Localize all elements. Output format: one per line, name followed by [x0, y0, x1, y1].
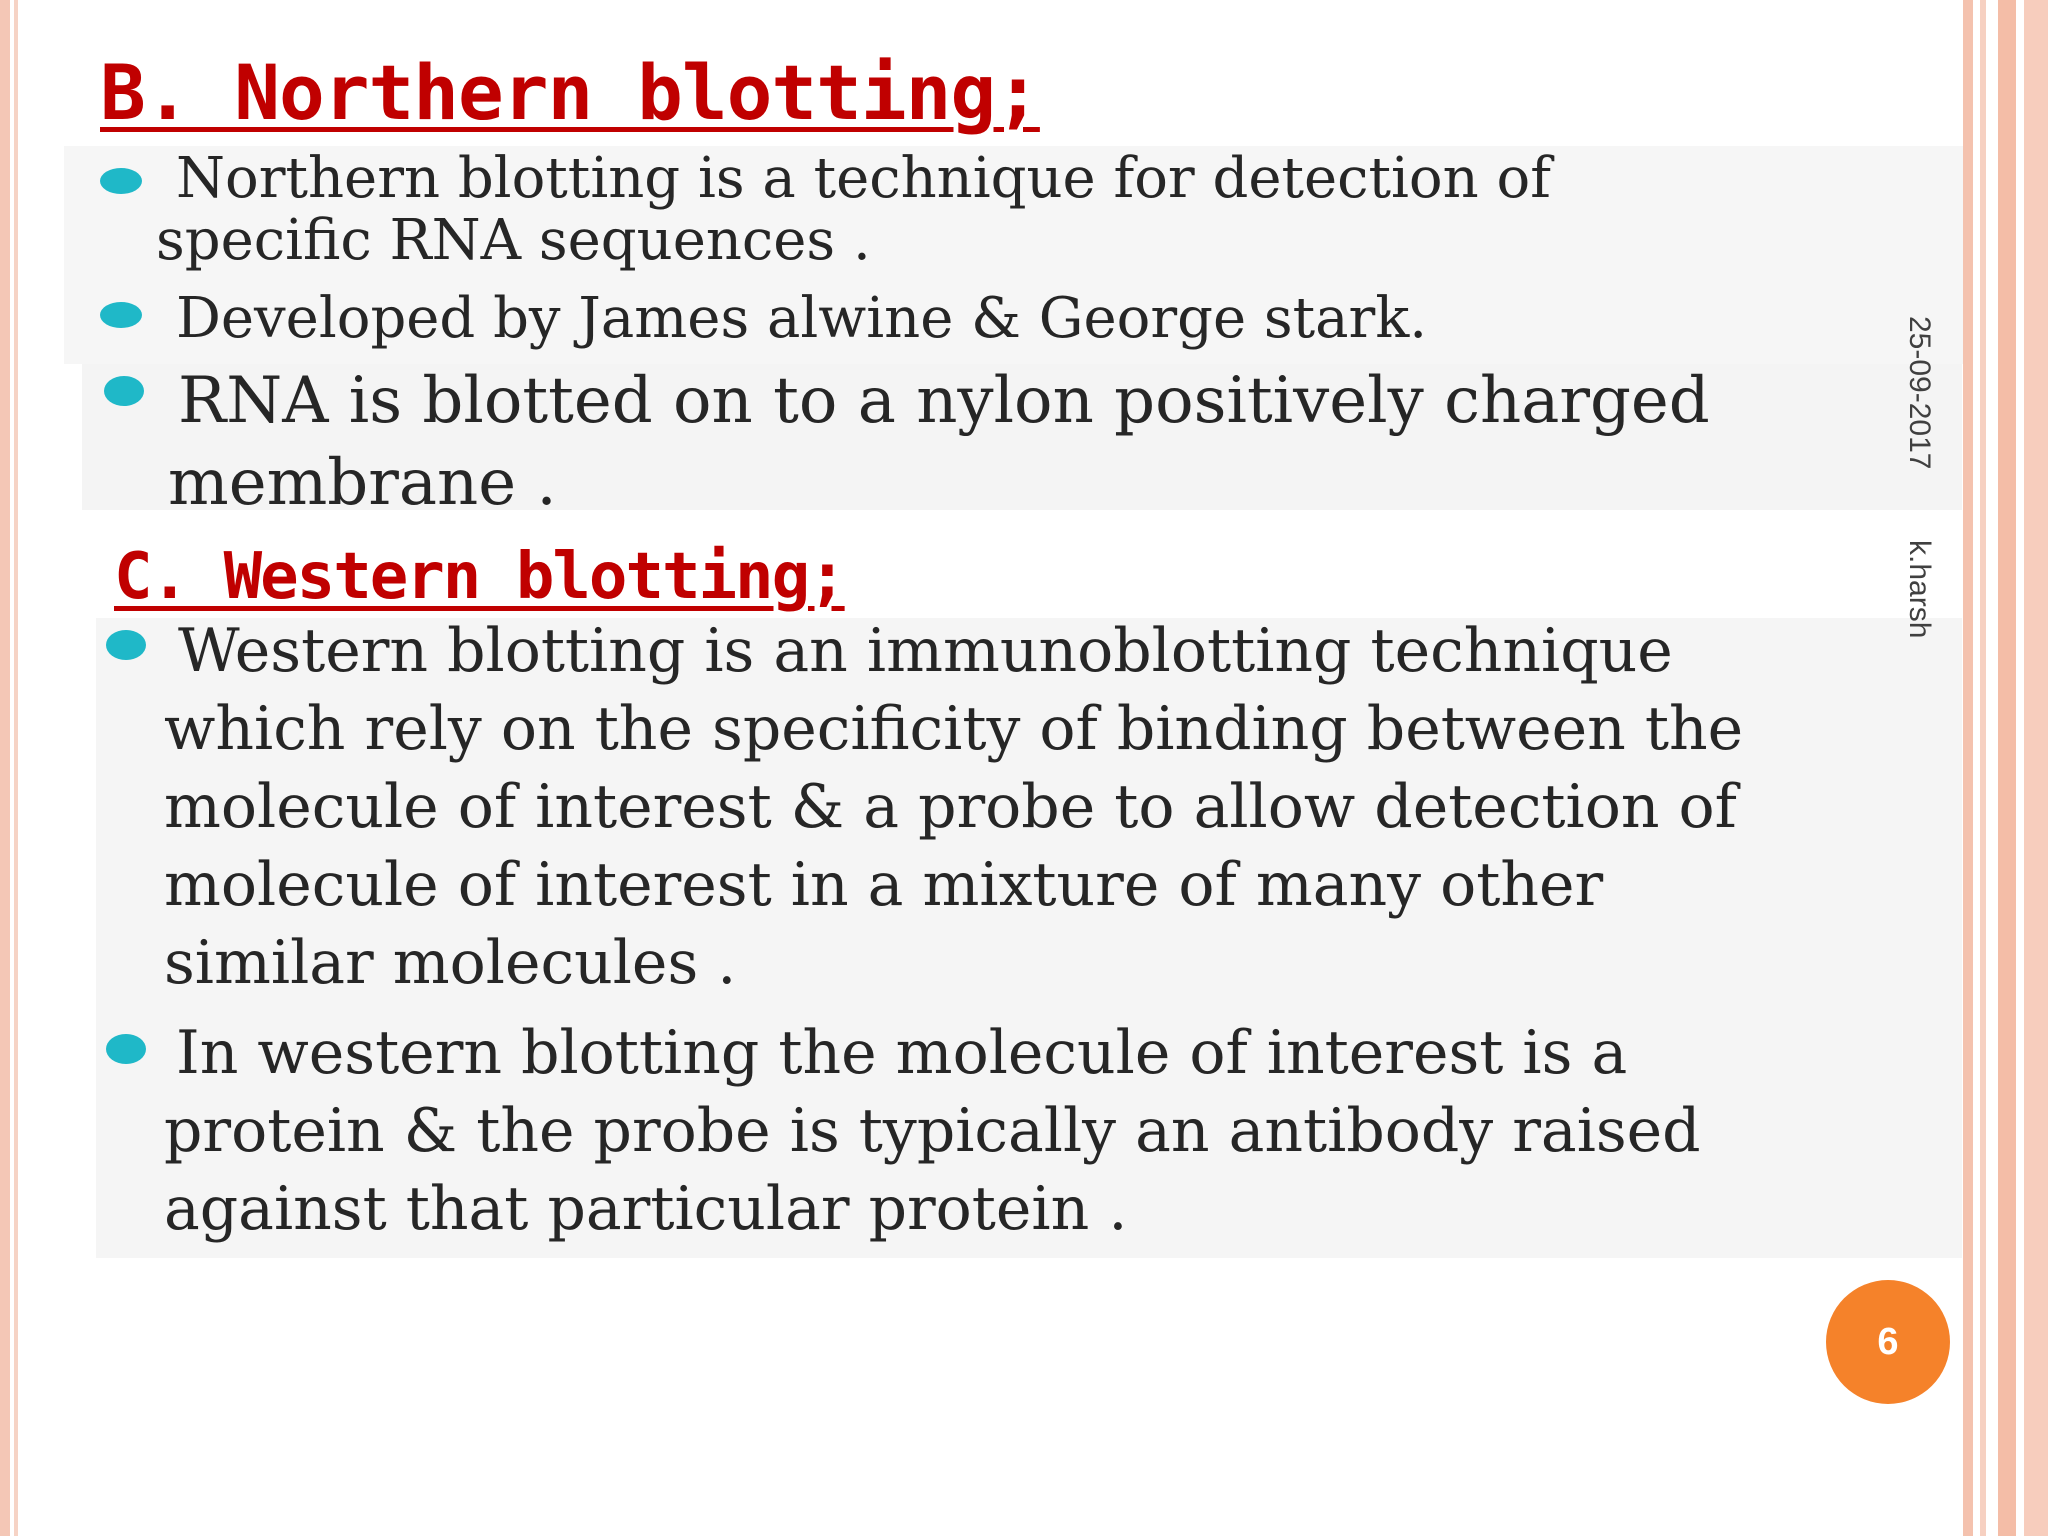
- right-border-strip: [2024, 0, 2048, 1536]
- northern-bullet-2: [176, 288, 1427, 350]
- western-bullet-1-line-4: molecule of interest in a mixture of many other: [164, 850, 1604, 920]
- northern-bullet-1: [156, 146, 1551, 273]
- western-bullet-2-line-1: In western blotting the molecule of interest is a: [176, 1018, 1628, 1088]
- right-border-strip: [1998, 0, 2016, 1536]
- northern-bullet-1-line-1: Northern blotting is a technique for detection of: [176, 146, 1551, 211]
- western-bullet-2-line-3: against that particular protein .: [164, 1174, 1128, 1244]
- footer-author: k.harsh: [1903, 540, 1936, 639]
- western-bullet-1-line-5: similar molecules .: [164, 928, 737, 998]
- bullet-icon: [106, 630, 146, 660]
- bullet-icon: [104, 376, 144, 406]
- footer-date: 25-09-2017: [1903, 316, 1936, 470]
- left-border-strip-inner: [14, 0, 18, 1536]
- left-border-strip: [0, 0, 10, 1536]
- northern-bullet-3-line-1: RNA is blotted on to a nylon positively charged: [178, 364, 1710, 438]
- northern-bullet-2-line-1: Developed by James alwine & George stark.: [176, 286, 1428, 351]
- right-border-strip: [1980, 0, 1986, 1536]
- bullet-icon: [100, 302, 142, 328]
- bullet-icon: [100, 168, 142, 194]
- bullet-icon: [106, 1034, 146, 1064]
- western-bullet-2: [164, 1014, 1701, 1248]
- northern-bullet-3: [168, 360, 1710, 524]
- northern-bullet-1-line-2: specific RNA sequences .: [156, 208, 871, 273]
- western-bullet-1-line-3: molecule of interest & a probe to allow detection of: [164, 772, 1737, 842]
- northern-bullet-3-line-2: membrane .: [168, 446, 557, 520]
- western-bullet-1-line-1: Western blotting is an immunoblotting technique: [178, 616, 1673, 686]
- western-bullet-1-line-2: which rely on the specificity of binding between the: [164, 694, 1744, 764]
- western-bullet-1: [164, 612, 1744, 1002]
- right-border-strip: [1963, 0, 1973, 1536]
- western-bullet-2-line-2: protein & the probe is typically an antibody raised: [164, 1096, 1701, 1166]
- page-number-badge: 6: [1826, 1280, 1950, 1404]
- northern-heading: B. Northern blotting;: [100, 48, 1040, 137]
- western-heading: C. Western blotting;: [114, 540, 845, 614]
